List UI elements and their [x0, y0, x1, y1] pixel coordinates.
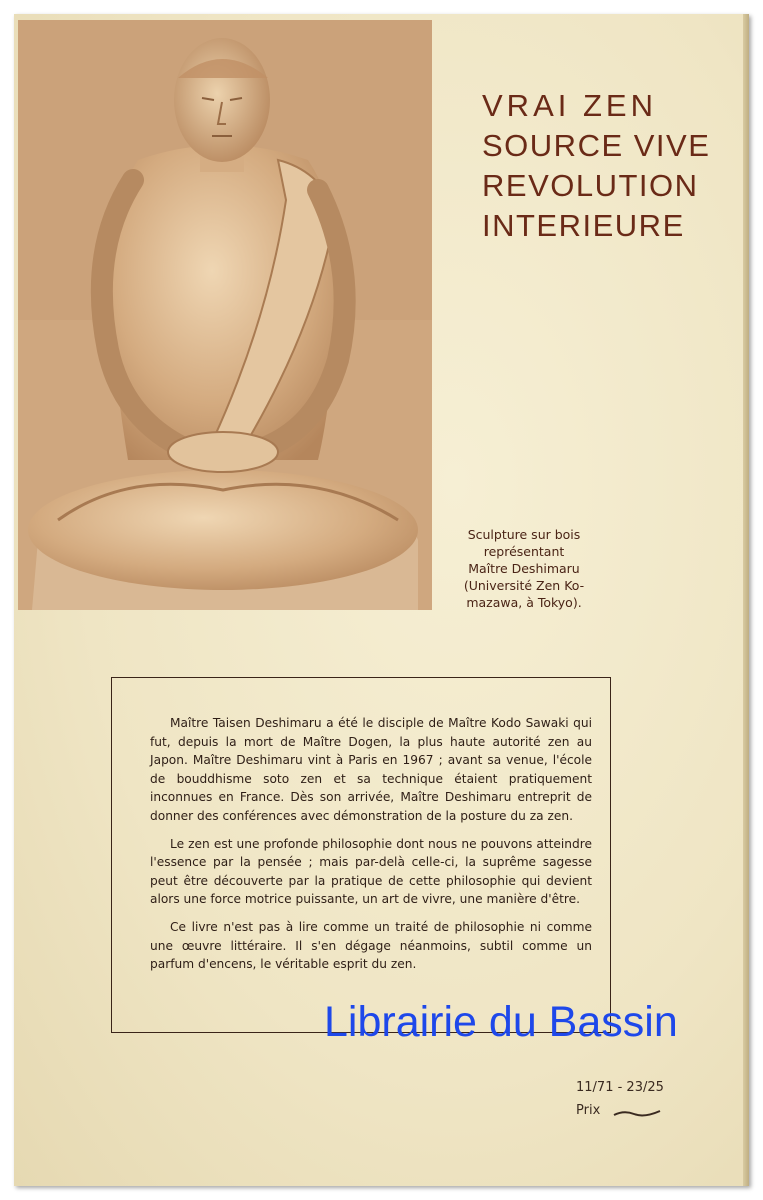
blurb-paragraph: Ce livre n'est pas à lire comme un traité de philosophie ni comme une œuvre littéraire. Il s'en dégage néanmoins, subtil comme un parfum d'encens, le véritable esprit du zen.	[150, 919, 592, 972]
title-line: VRAI ZEN	[482, 88, 657, 123]
blurb-paragraph: Maître Taisen Deshimaru a été le disciple de Maître Kodo Sawaki qui fut, depuis la mort de Maître Dogen, la plus haute autorité zen au Japon. Maître Deshimaru vint à Paris en 1967 ; avant sa venue, l'école de bouddhisme soto zen et sa technique étaient pratiquement inconnues en France. Dès son arrivée, Maître Deshimaru entreprit de donner des conférences avec démonstration de la posture du za zen.	[150, 716, 592, 823]
seller-watermark: Librairie du Bassin	[324, 998, 678, 1046]
caption-line: mazawa, à Tokyo).	[466, 595, 582, 610]
caption-line: Sculpture sur bois	[467, 527, 581, 542]
price-code: 11/71 - 23/25	[576, 1080, 664, 1095]
title-block	[482, 86, 742, 246]
handwritten-price-scribble	[612, 1108, 662, 1118]
seated-statue-illustration	[18, 20, 432, 610]
page-edge	[743, 14, 749, 1186]
photo-caption	[449, 526, 599, 611]
title-line: SOURCE VIVE	[482, 128, 711, 163]
blurb-box	[111, 677, 611, 1033]
sculpture-photo	[18, 20, 432, 610]
caption-line: Maître Deshimaru	[468, 561, 580, 576]
title-line: REVOLUTION	[482, 168, 699, 203]
blurb-paragraph: Le zen est une profonde philosophie dont nous ne pouvons atteindre l'essence par la pensée ; mais par-delà celle-ci, la suprême sagesse peut être découverte par la pratique de cette philosophie qui devient alors une force motrice puissante, un art de vivre, une manière d'être.	[150, 836, 592, 907]
title-line: INTERIEURE	[482, 208, 685, 243]
caption-line: (Université Zen Ko-	[463, 578, 585, 593]
price-label: Prix	[576, 1103, 601, 1118]
caption-line: représentant	[483, 544, 565, 559]
